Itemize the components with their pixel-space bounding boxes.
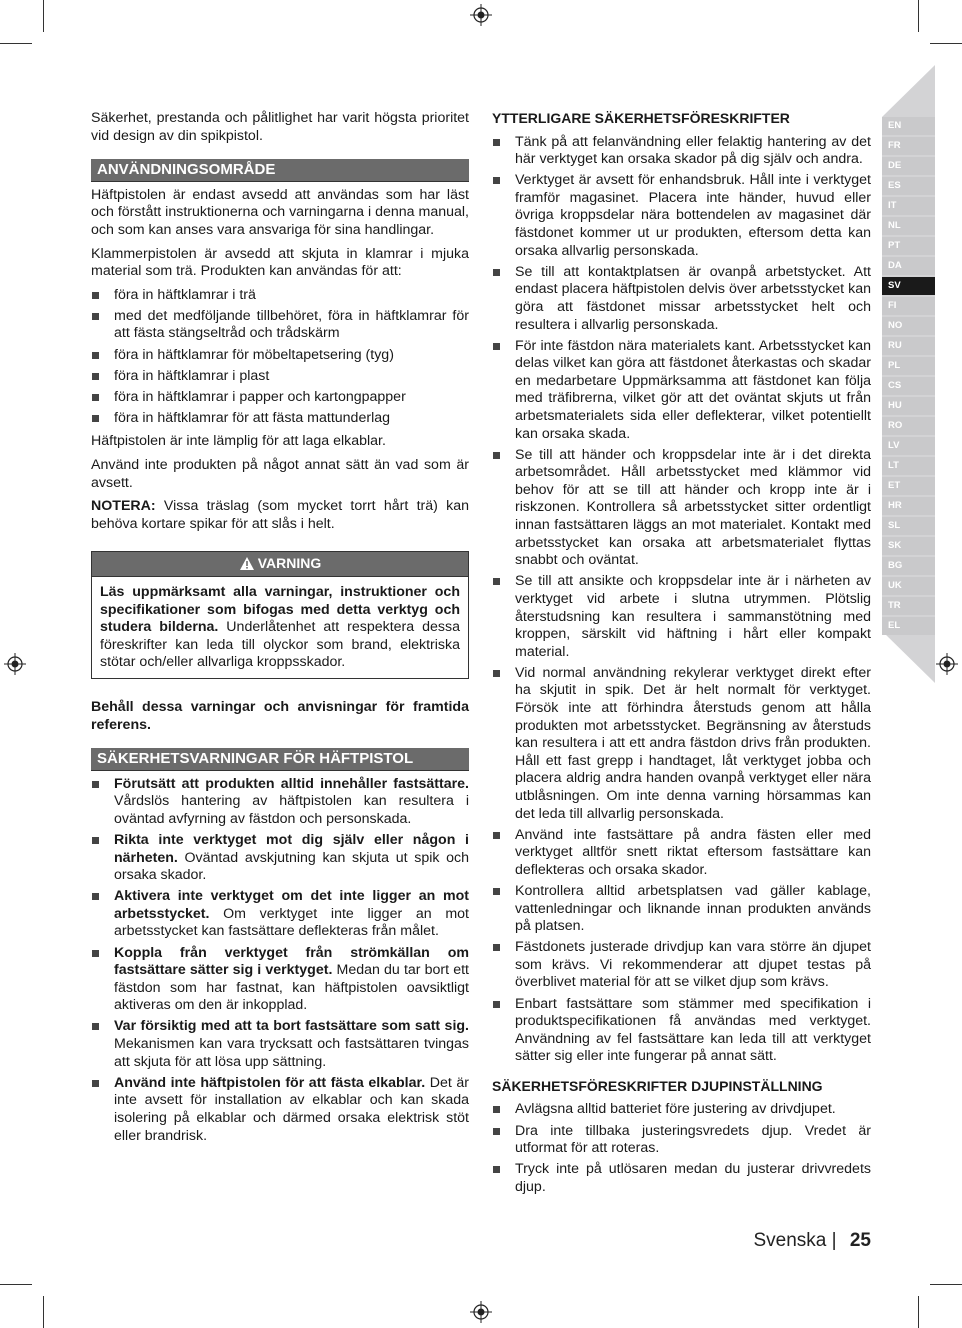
note-text: Vissa träslag (som mycket torrt hårt trä) kan behöva kortare spikar för att slås i helt. bbox=[91, 498, 469, 532]
usage-paragraph: Häftpistolen är inte lämplig för att laga elkablar. bbox=[91, 433, 386, 450]
right-column bbox=[492, 110, 871, 1202]
usage-paragraph: Använd inte produkten på något annat sätt än vad som är avsett. bbox=[91, 457, 469, 491]
language-tab-hr[interactable]: HR bbox=[882, 497, 935, 515]
safety-list bbox=[91, 776, 469, 1145]
warning-body bbox=[92, 577, 468, 678]
language-tabs bbox=[882, 65, 935, 683]
list-item: Kontrollera alltid arbetsplatsen vad gäller kablage, vattenledningar och liknande innan produkten används på platsen. bbox=[492, 883, 871, 936]
left-column bbox=[91, 110, 469, 1151]
language-tab-el[interactable]: EL bbox=[882, 617, 935, 635]
footer-language: Svenska | bbox=[753, 1230, 837, 1251]
list-item: Koppla från verktyget från strömkällan om fastsättare sätter sig i verktyget. Medan du tar bort ett fästdon som har fastnat, kan häftpistolen oavsiktligt aktiveras om den är inkopplad. bbox=[91, 945, 469, 1015]
usage-paragraph: Klammerpistolen är avsedd att skjuta in klamrar i mjuka material som trä. Produkten kan användas för att: bbox=[91, 245, 469, 280]
usage-list bbox=[91, 287, 469, 428]
language-tab-tr[interactable]: TR bbox=[882, 597, 935, 615]
list-item: Aktivera inte verktyget om det inte ligger an mot arbetsstycket. Om verktyget inte ligger an mot arbetsstycket kan fastsättare deflekteras från målet. bbox=[91, 888, 469, 941]
list-item: föra in häftklamrar för möbeltapetsering (tyg) bbox=[91, 347, 469, 365]
language-tab-list bbox=[882, 117, 935, 637]
language-tab-hu[interactable]: HU bbox=[882, 397, 935, 415]
list-item: Se till att kontaktplatsen är ovanpå arbetstycket. Att endast placera häftpistolen delvis över arbetsstycket kan göra att fästdonet missar arbetsstycket helt och resultera i allvarlig personskada. bbox=[492, 264, 871, 334]
warning-bold-text: Läs uppmärksamt alla varningar, instruktioner och specifikationer som bifogas med detta verktyg och studera bilderna. bbox=[100, 583, 460, 636]
crop-mark bbox=[918, 1296, 919, 1328]
language-tab-uk[interactable]: UK bbox=[882, 577, 935, 595]
language-tab-bg[interactable]: BG bbox=[882, 557, 935, 575]
warning-title: VARNING bbox=[257, 555, 322, 572]
keep-instructions bbox=[91, 699, 469, 734]
language-tab-pl[interactable]: PL bbox=[882, 357, 935, 375]
warning-box bbox=[91, 551, 469, 679]
list-item: Var försiktig med att ta bort fastsättare som satt sig. Mekanismen kan vara trycksatt och fastsättaren tvingas att skjuta för att lösa upp sättning. bbox=[91, 1018, 469, 1071]
list-item: Avlägsna alltid batteriet före justering av drivdjupet. bbox=[492, 1101, 871, 1119]
depth-heading: SÄKERHETSFÖRESKRIFTER DJUPINSTÄLLNING bbox=[492, 1077, 823, 1094]
usage-paragraph: Häftpistolen är endast avsedd att användas som har läst och förstått instruktionerna och varningarna i denna manual, och som kan anses vara ansvariga för sina handlingar. bbox=[91, 186, 469, 238]
language-tab-no[interactable]: NO bbox=[882, 317, 935, 335]
language-tab-fi[interactable]: FI bbox=[882, 297, 935, 315]
list-item: Se till att händer och kroppsdelar inte är i det direkta arbetsområdet. Håll arbetsstycket med klämmor vid behov för att se till att händer och kropp inte är i riskzonen. Kontrollera så arbetsstycket sitter ordentligt innan fastsättaren läggs an mot materialet. Kontakt med arbetsstycket kan orsaka att arbetsmaterialet flyttas snabbt och oväntat. bbox=[492, 447, 871, 570]
registration-mark-icon bbox=[470, 1301, 492, 1323]
usage-heading: ANVÄNDNINGSOMRÅDE bbox=[91, 159, 469, 182]
language-tab-nl[interactable]: NL bbox=[882, 217, 935, 235]
list-item: med det medföljande tillbehöret, föra in häftklamrar för att fästa stängseltråd och trådskärm bbox=[91, 308, 469, 343]
language-tab-ru[interactable]: RU bbox=[882, 337, 935, 355]
crop-mark bbox=[930, 1284, 962, 1285]
list-item: För inte fästdon nära materialets kant. Arbetsstycket kan delas vilket kan göra att fästdonet återkastas och skadar en medarbetare Uppmärksamma att fästdonet kan följa med träfibrerna, vilket gör att det oväntat skjuts ut från arbetsmaterialets sida eller deflekterar, vilket potentiellt kan orsaka skada. bbox=[492, 338, 871, 444]
crop-mark bbox=[43, 0, 44, 32]
language-tab-es[interactable]: ES bbox=[882, 177, 935, 195]
safety-heading: SÄKERHETSVARNINGAR FÖR HÄFTPISTOL bbox=[91, 748, 469, 771]
list-item: Verktyget är avsett för enhandsbruk. Håll inte i verktyget framför magasinet. Placera inte händer, huvud eller övriga kroppsdelar nära bottendelen av magasinet där fästdonet kommer ut ur produkten, eftersom detta kan orsaka allvarlig personskada. bbox=[492, 172, 871, 260]
list-item: föra in häftklamrar för att fästa mattunderlag bbox=[91, 410, 469, 428]
additional-list bbox=[492, 134, 871, 1066]
language-tab-sv[interactable]: SV bbox=[882, 277, 935, 295]
list-item: Använd inte fastsättare på andra fästen eller med verktyget alltför snett riktat eftersom fastsättare kan deflekteras och orsaka skador. bbox=[492, 827, 871, 880]
list-item: Vid normal användning rekylerar verktyget direkt efter ha skjutit in spik. Det är helt normalt för verktyget. Försök inte att förhindra återstuds genom att hålla produkten mot arbetsstycket. Begränsning av återstuds kan resultera i att ett andra fästdon drivs från produkten. Håll ett fast grepp i handtaget, låt verktyget jobba och placera aldrig andra handen ovanpå verktyget eller nära utblåsningen. Om inte denna varning hörsammas kan det leda till allvarlig personskada. bbox=[492, 665, 871, 823]
language-tab-lv[interactable]: LV bbox=[882, 437, 935, 455]
language-tab-ro[interactable]: RO bbox=[882, 417, 935, 435]
language-tab-fr[interactable]: FR bbox=[882, 137, 935, 155]
list-item: föra in häftklamrar i plast bbox=[91, 368, 469, 386]
warning-triangle-icon bbox=[239, 556, 255, 571]
note-paragraph bbox=[91, 498, 469, 533]
language-tab-de[interactable]: DE bbox=[882, 157, 935, 175]
list-item: Se till att ansikte och kroppsdelar inte är i närheten av verktyget vid arbete i slutna utrymmen. Plötslig återstudsning kan resultera i sammanstötning med kroppen, särskilt vid häftning i hårt eller kompakt material. bbox=[492, 573, 871, 661]
depth-list bbox=[492, 1101, 871, 1196]
language-tab-it[interactable]: IT bbox=[882, 197, 935, 215]
crop-mark bbox=[0, 43, 32, 44]
crop-mark bbox=[0, 1284, 32, 1285]
crop-mark bbox=[930, 43, 962, 44]
note-label: NOTERA: bbox=[91, 498, 156, 515]
language-tab-sl[interactable]: SL bbox=[882, 517, 935, 535]
list-item: Tänk på att felanvändning eller felaktig hantering av det här verktyget kan orsaka skador på dig själv och andra. bbox=[492, 134, 871, 169]
registration-mark-icon bbox=[470, 4, 492, 26]
list-item: Tryck inte på utlösaren medan du justerar drivvredets djup. bbox=[492, 1161, 871, 1196]
list-item: Rikta inte verktyget mot dig själv eller någon i närheten. Oväntad avskjutning kan skjuta ut spik och orsaka skador. bbox=[91, 832, 469, 885]
registration-mark-icon bbox=[4, 653, 26, 675]
language-tab-et[interactable]: ET bbox=[882, 477, 935, 495]
intro-text: Säkerhet, prestanda och pålitlighet har varit högsta prioritet vid design av din spikpistol. bbox=[91, 110, 469, 144]
language-tab-da[interactable]: DA bbox=[882, 257, 935, 275]
language-tab-pt[interactable]: PT bbox=[882, 237, 935, 255]
list-item: Dra inte tillbaka justeringsvredets djup. Vredet är utformat för att roteras. bbox=[492, 1123, 871, 1158]
additional-heading: YTTERLIGARE SÄKERHETSFÖRESKRIFTER bbox=[492, 110, 790, 126]
list-item: Enbart fastsättare som stämmer med specifikation i produktspecifikationen få användas med verktyget. Användning av fel fastsättare kan leda till att verktyget sätter sig eller inte fungerar på annat sätt. bbox=[492, 996, 871, 1066]
list-item: Använd inte häftpistolen för att fästa elkablar. Det är inte avsett för installation av elkablar och kan skada isolering på elkablar och därmed orsaka elektrisk stöt eller brandrisk. bbox=[91, 1075, 469, 1145]
warning-header bbox=[92, 552, 468, 577]
language-tab-cs[interactable]: CS bbox=[882, 377, 935, 395]
keep-text: Behåll dessa varningar och anvisningar för framtida referens. bbox=[91, 698, 469, 733]
language-tab-sk[interactable]: SK bbox=[882, 537, 935, 555]
crop-mark bbox=[43, 1296, 44, 1328]
list-item: Förutsätt att produkten alltid innehåller fastsättare. Vårdslös hantering av häftpistolen kan resultera i oväntad avfyrning av fästdon och personskada. bbox=[91, 776, 469, 829]
page-footer bbox=[753, 1230, 871, 1252]
page-number: 25 bbox=[849, 1230, 871, 1251]
crop-mark bbox=[918, 0, 919, 32]
language-tab-en[interactable]: EN bbox=[882, 117, 935, 135]
registration-mark-icon bbox=[936, 653, 958, 675]
language-tab-lt[interactable]: LT bbox=[882, 457, 935, 475]
list-item: föra in häftklamrar i papper och kartongpapper bbox=[91, 389, 469, 407]
list-item: föra in häftklamrar i trä bbox=[91, 287, 469, 305]
list-item: Fästdonets justerade drivdjup kan vara större än djupet som krävs. Vi rekommenderar att djupet testas på överblivet material för att se vilket djup som krävs. bbox=[492, 939, 871, 992]
warning-text: Underlåtenhet att respektera dessa föreskrifter kan leda till olyckor som brand, elektriska stötar och/eller allvarliga kroppsskador. bbox=[100, 619, 460, 671]
